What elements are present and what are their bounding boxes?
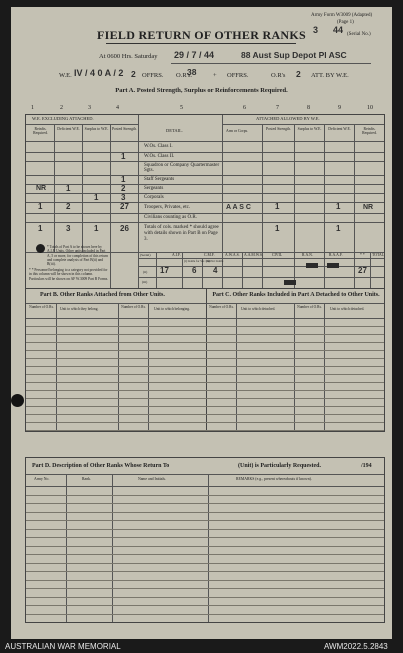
part-d-heading: Part D. Description of Other Ranks Whose Return To: [32, 463, 170, 469]
pb-head-unit-2: Unit to which belonging.: [154, 307, 190, 311]
col-number-4: 4: [116, 105, 119, 111]
entry-tot-c3: 1: [94, 224, 99, 233]
pc-head-number: Number of O.Rs.: [209, 305, 234, 309]
column-numbers: [25, 105, 383, 113]
sub-row-ii: (ii): [143, 270, 148, 274]
col-number-7: 7: [276, 105, 279, 111]
entry-tot-c4: 26: [120, 224, 129, 233]
entry-sgt-c1: NR: [36, 185, 47, 192]
pb-head-number-2: Number of O.Rs.: [121, 305, 146, 309]
offrs-value: 2: [131, 69, 136, 79]
col-head-2: Deficient W.E.: [57, 127, 80, 131]
group-heading-left: W.E. EXCLUDING ATTACHED.: [32, 116, 94, 121]
detail-cqms: Squadron or Company Quartermaster Sgts.: [144, 163, 220, 173]
pb-head-unit: Unit to which they belong.: [60, 307, 99, 311]
pd-head-rank: Rank.: [82, 477, 91, 481]
ruled-line: [26, 342, 384, 343]
ors2-value: 2: [296, 69, 301, 79]
ruled-line: [26, 529, 384, 530]
part-bc-ruled-lines: [26, 318, 384, 431]
sub-head-civil: CIVIL: [272, 253, 283, 257]
unit-line: [171, 63, 371, 64]
ruled-line: [26, 554, 384, 555]
censor-mark-2: [306, 263, 318, 268]
col-number-3: 3: [88, 105, 91, 111]
col-head-9: Deficient W.E.: [328, 127, 351, 131]
entry-wo2-c4: 1: [121, 152, 126, 161]
sub-head-total: TOTAL: [372, 253, 385, 257]
col-number-2: 2: [60, 105, 63, 111]
col-head-8: Surplus to W.E.: [297, 127, 322, 131]
ruled-line: [26, 605, 384, 606]
title-underline: [106, 43, 296, 44]
entry-pte-c1: 1: [38, 202, 43, 211]
ors-value: 38: [187, 67, 197, 77]
ruled-line: [26, 350, 384, 351]
part-c-heading: Part C. Other Ranks Included in Part A Detached to Other Units.: [212, 292, 380, 298]
entry-pte-c4: 27: [120, 202, 129, 211]
ruled-line: [26, 614, 384, 615]
pd-head-remarks: REMARKS (e.g., present whereabouts if known).: [236, 477, 312, 481]
part-bc-table: [25, 288, 385, 432]
entry-pte-arm: A A S C: [226, 204, 251, 211]
pb-head-number: Number of O.Rs.: [29, 305, 54, 309]
detail-civilians: Civilians counting as O.R.: [144, 215, 197, 220]
sub-head-aamws: A.A.M.W.S.: [244, 253, 263, 257]
entry-sgt-c2: 1: [66, 184, 71, 193]
att-label: ATT. BY W.E.: [311, 72, 349, 79]
entry-tot-c1: 1: [38, 224, 43, 233]
punch-hole-small: [36, 244, 45, 253]
ruled-line: [26, 495, 384, 496]
col-head-1: Reinfts. Required.: [33, 127, 48, 135]
entry-pte-c2: 2: [66, 202, 71, 211]
part-a-heading: Part A. Posted Strength, Surplus or Reinforcements Required.: [115, 87, 288, 94]
we-label: W.E.: [59, 72, 72, 79]
col-number-5: 5: [180, 105, 183, 111]
sub-head-cmf: C.M.F.: [204, 253, 215, 257]
footer-institution: AUSTRALIAN WAR MEMORIAL: [5, 642, 121, 651]
ruled-line: [26, 430, 384, 431]
ors-label: O.R's.: [176, 72, 192, 79]
form-sheet: [11, 7, 392, 639]
detail-totals: Totals of cols. marked * should agree with details shown in Part B on Page 3.: [144, 225, 219, 242]
entry-pte-c10: NR: [363, 204, 374, 211]
footer-accession: AWM2022.5.2843: [324, 642, 388, 651]
sub-head-starstar: * *: [360, 253, 365, 257]
sub-head-raaf: R.A.A.F.: [329, 253, 343, 257]
ruled-line: [26, 503, 384, 504]
sub-total-value: 27: [358, 266, 367, 275]
part-d-heading-3: /194: [361, 463, 372, 469]
entry-ssgt-c4: 1: [121, 175, 126, 184]
unit-name: 88 Aust Sup Depot Pl ASC: [241, 50, 347, 60]
form-title: FIELD RETURN OF OTHER RANKS: [96, 28, 306, 42]
archive-footer: [0, 641, 403, 653]
ruled-line: [26, 366, 384, 367]
ruled-line: [26, 414, 384, 415]
group-heading-right: ATTACHED ALLOWED BY W.E.: [256, 116, 320, 121]
ruled-line: [26, 382, 384, 383]
ruled-line: [26, 326, 384, 327]
note-totals: * Totals of Part A to be shown here by A.I.F. Units. Other units included in Part A, 5 or more, for completion of this return and complete analysis of Part B(ii) and B(iii).: [47, 245, 108, 267]
entry-tot-c7: 1: [275, 224, 280, 233]
ruled-line: [26, 334, 384, 335]
return-date: 29 / 7 / 44: [174, 50, 215, 60]
col-head-10: Reinfts. Required.: [362, 127, 377, 135]
pd-head-name: Name and Initials.: [138, 477, 166, 481]
part-b-heading: Part B. Other Ranks Attached from Other Units.: [40, 292, 165, 298]
ruled-line: [26, 374, 384, 375]
entry-sgt-c4: 2: [121, 184, 126, 193]
col-number-10: 10: [367, 105, 373, 111]
entry-cpl-c4: 3: [121, 193, 126, 202]
entry-cpl-c3: 1: [94, 193, 99, 202]
detail-ptes: Troopers, Privates, etc.: [144, 205, 191, 210]
offrs-label: OFFRS.: [142, 72, 164, 79]
pc-head-unit: Unit to which detached.: [241, 307, 276, 311]
detail-sgts: Sergeants: [144, 186, 164, 191]
col-head-7: Posted Strength.: [266, 127, 291, 131]
pd-head-army-no: Army No.: [34, 477, 50, 481]
ruled-line: [26, 406, 384, 407]
ruled-line: [26, 571, 384, 572]
col-head-5: DETAIL.: [166, 128, 184, 133]
sub-cmf1-value: 6: [192, 266, 197, 275]
ors2-label: O.R's: [271, 72, 286, 79]
sub-row-serial: (Serial): [140, 253, 151, 257]
sub-aif-value: 17: [160, 266, 169, 275]
offrs2-label: OFFRS.: [227, 72, 249, 79]
part-a-table: [25, 114, 385, 289]
ruled-line: [26, 546, 384, 547]
detail-wo2: W.Os. Class II.: [144, 154, 175, 159]
at-hrs-label: At 0600 Hrs. Saturday: [99, 53, 158, 60]
detail-staff-sgts: Staff Sergeants: [144, 177, 175, 182]
entry-pte-c9: 1: [336, 202, 341, 211]
ruled-line: [26, 390, 384, 391]
sub-head-ran: R.A.N.: [302, 253, 313, 257]
note-personnel: * * Personnel belonging to a category not provided for in this column will be shown in this column. Particulars will be shown on AF W.3009 Part B Forms.: [29, 268, 109, 281]
ruled-line: [26, 588, 384, 589]
ruled-line: [26, 398, 384, 399]
col-number-8: 8: [307, 105, 310, 111]
punch-hole: [11, 394, 24, 407]
detail-wo1: W.Os. Class I.: [144, 144, 173, 149]
col-number-1: 1: [31, 105, 34, 111]
pc-head-unit-2: Unit to which detached.: [330, 307, 365, 311]
form-ref-line3: (Serial No.): [347, 32, 371, 37]
entry-tot-c9: 1: [336, 224, 341, 233]
ruled-line: [26, 520, 384, 521]
serial-handwritten: 3: [313, 25, 319, 35]
sub-head-cmf-i: (i) Liable for Ser. Out.: [184, 259, 211, 263]
part-d-table: [25, 457, 385, 623]
censor-mark-1: [284, 280, 296, 285]
ruled-line: [26, 563, 384, 564]
ruled-line: [26, 512, 384, 513]
part-d-heading-2: (Unit) is Particularly Requested.: [238, 463, 321, 469]
col-head-6: Arm or Corps.: [226, 129, 249, 133]
sub-head-cmf-ii: (ii) Not Liable: [206, 259, 224, 263]
censor-mark-3: [327, 263, 339, 268]
form-ref-line2: (Page 1): [337, 20, 354, 25]
sub-head-awas: A.W.A.S.: [225, 253, 240, 257]
ruled-line: [26, 597, 384, 598]
col-number-6: 6: [243, 105, 246, 111]
sub-row-iii: (iii): [142, 280, 148, 284]
part-d-ruled-lines: [26, 486, 384, 622]
ruled-line: [26, 358, 384, 359]
ruled-line: [26, 422, 384, 423]
entry-tot-c2: 3: [66, 224, 71, 233]
ruled-line: [26, 580, 384, 581]
ruled-line: [26, 537, 384, 538]
col-number-9: 9: [338, 105, 341, 111]
pc-head-number-2: Number of O.Rs.: [297, 305, 322, 309]
detail-cpls: Corporals: [144, 195, 164, 200]
sub-cmf2-value: 4: [213, 266, 218, 275]
col-head-3: Surplus to W.E.: [84, 127, 109, 131]
sub-head-aif: A.I.F.: [172, 253, 181, 257]
we-number: IV / 4 0 A / 2: [74, 68, 124, 78]
form-ref-line1: Army Form W3009 (Adapted): [311, 13, 373, 18]
plus-sign: +: [213, 72, 217, 79]
serial2-handwritten: 44: [333, 25, 344, 35]
entry-pte-c7: 1: [275, 202, 280, 211]
col-head-4: Posted Strength.: [112, 127, 137, 131]
